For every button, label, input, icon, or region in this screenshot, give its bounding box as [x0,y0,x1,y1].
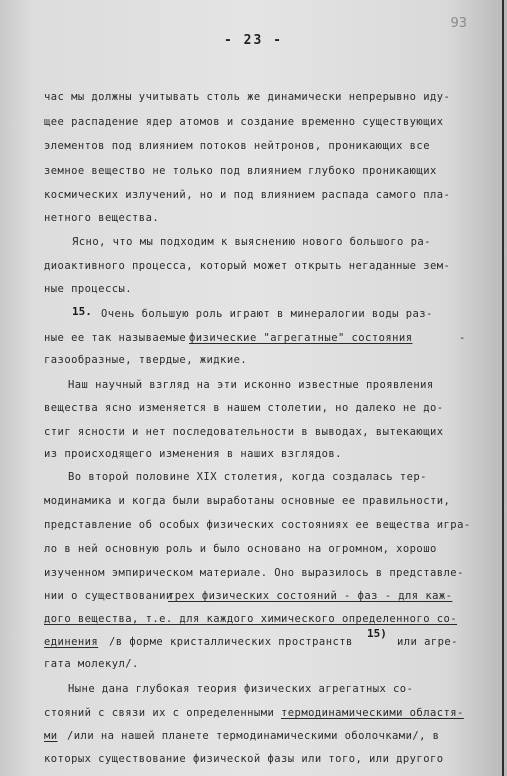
text-line: Во второй половине XIX столетия, когда создалась тер- [68,471,427,483]
text-line: или агре- [397,636,458,648]
paragraph-number: 15. [72,305,92,318]
text-line: Наш научный взгляд на эти исконно известные проявления [68,379,434,391]
film-edge-divider [502,0,504,776]
text-line: земное вещество не только под влиянием глубоко проникающих [44,165,437,177]
text-line: изученном эмпирическом материале. Оно выразилось в представле- [44,567,464,579]
text-line: стояний с связи их с определенными [44,707,275,719]
text-line: космических излучений, но и под влиянием распада самого пла- [44,189,451,201]
text-line: /или на нашей планете термодинамическими оболочками/, в [67,730,440,742]
text-line: представление об особых физических состояниях ее вещества игра- [44,519,471,531]
underlined-phrase: трех физических состояний - фаз - для каж- [168,590,453,602]
text-line: нетного вещества. [44,212,160,224]
text-line: гата молекул/. [44,658,139,670]
underlined-phrase: ми [44,730,58,742]
text-line: ные ее так называемые [44,332,187,344]
text-line: газообразные, твердые, жидкие. [44,354,248,366]
underlined-phrase: физические "агрегатные" состояния [189,332,413,344]
underlined-phrase: термодинамическими областя- [281,707,464,719]
text-line: Очень большую роль играют в минералогии воды раз- [101,308,433,320]
text-line: - [459,332,466,344]
text-line: из происходящего изменения в наших взглядов. [44,448,342,460]
text-line: модинамика и когда были выработаны основные ее правильности, [44,495,451,507]
text-line: щее распадение ядер атомов и создание временно существующих [44,116,444,128]
underlined-phrase: единения [44,636,99,648]
archive-folio-number: 93 [450,16,467,31]
text-line: ные процессы. [44,283,133,295]
text-line: стиг ясности и нет последовательности в выводах, вытекающих [44,426,444,438]
text-line: нии о существовании [44,590,173,602]
text-line: Ныне дана глубокая теория физических агрегатных со- [68,683,414,695]
text-line: /в форме кристаллических пространств [109,636,353,648]
underlined-phrase: дого вещества, т.е. для каждого химического определенного со- [44,613,458,625]
text-line: элементов под влиянием потоков нейтронов, проникающих все [44,140,430,152]
text-line: которых существование физической фазы или того, или другого [44,753,444,765]
footnote-marker: 15) [367,627,387,640]
text-line: Ясно, что мы подходим к выяснению нового большого ра- [72,236,431,248]
text-line: диоактивного процесса, который может открыть негаданные зем- [44,260,451,272]
text-line: час мы должны учитывать столь же динамически непрерывно иду- [44,91,451,103]
text-line: вещества ясно изменяется в нашем столетии, но далеко не до- [44,402,444,414]
page-number: - 23 - [224,33,283,48]
text-line: ло в ней основную роль и было основано на огромном, хорошо [44,543,437,555]
